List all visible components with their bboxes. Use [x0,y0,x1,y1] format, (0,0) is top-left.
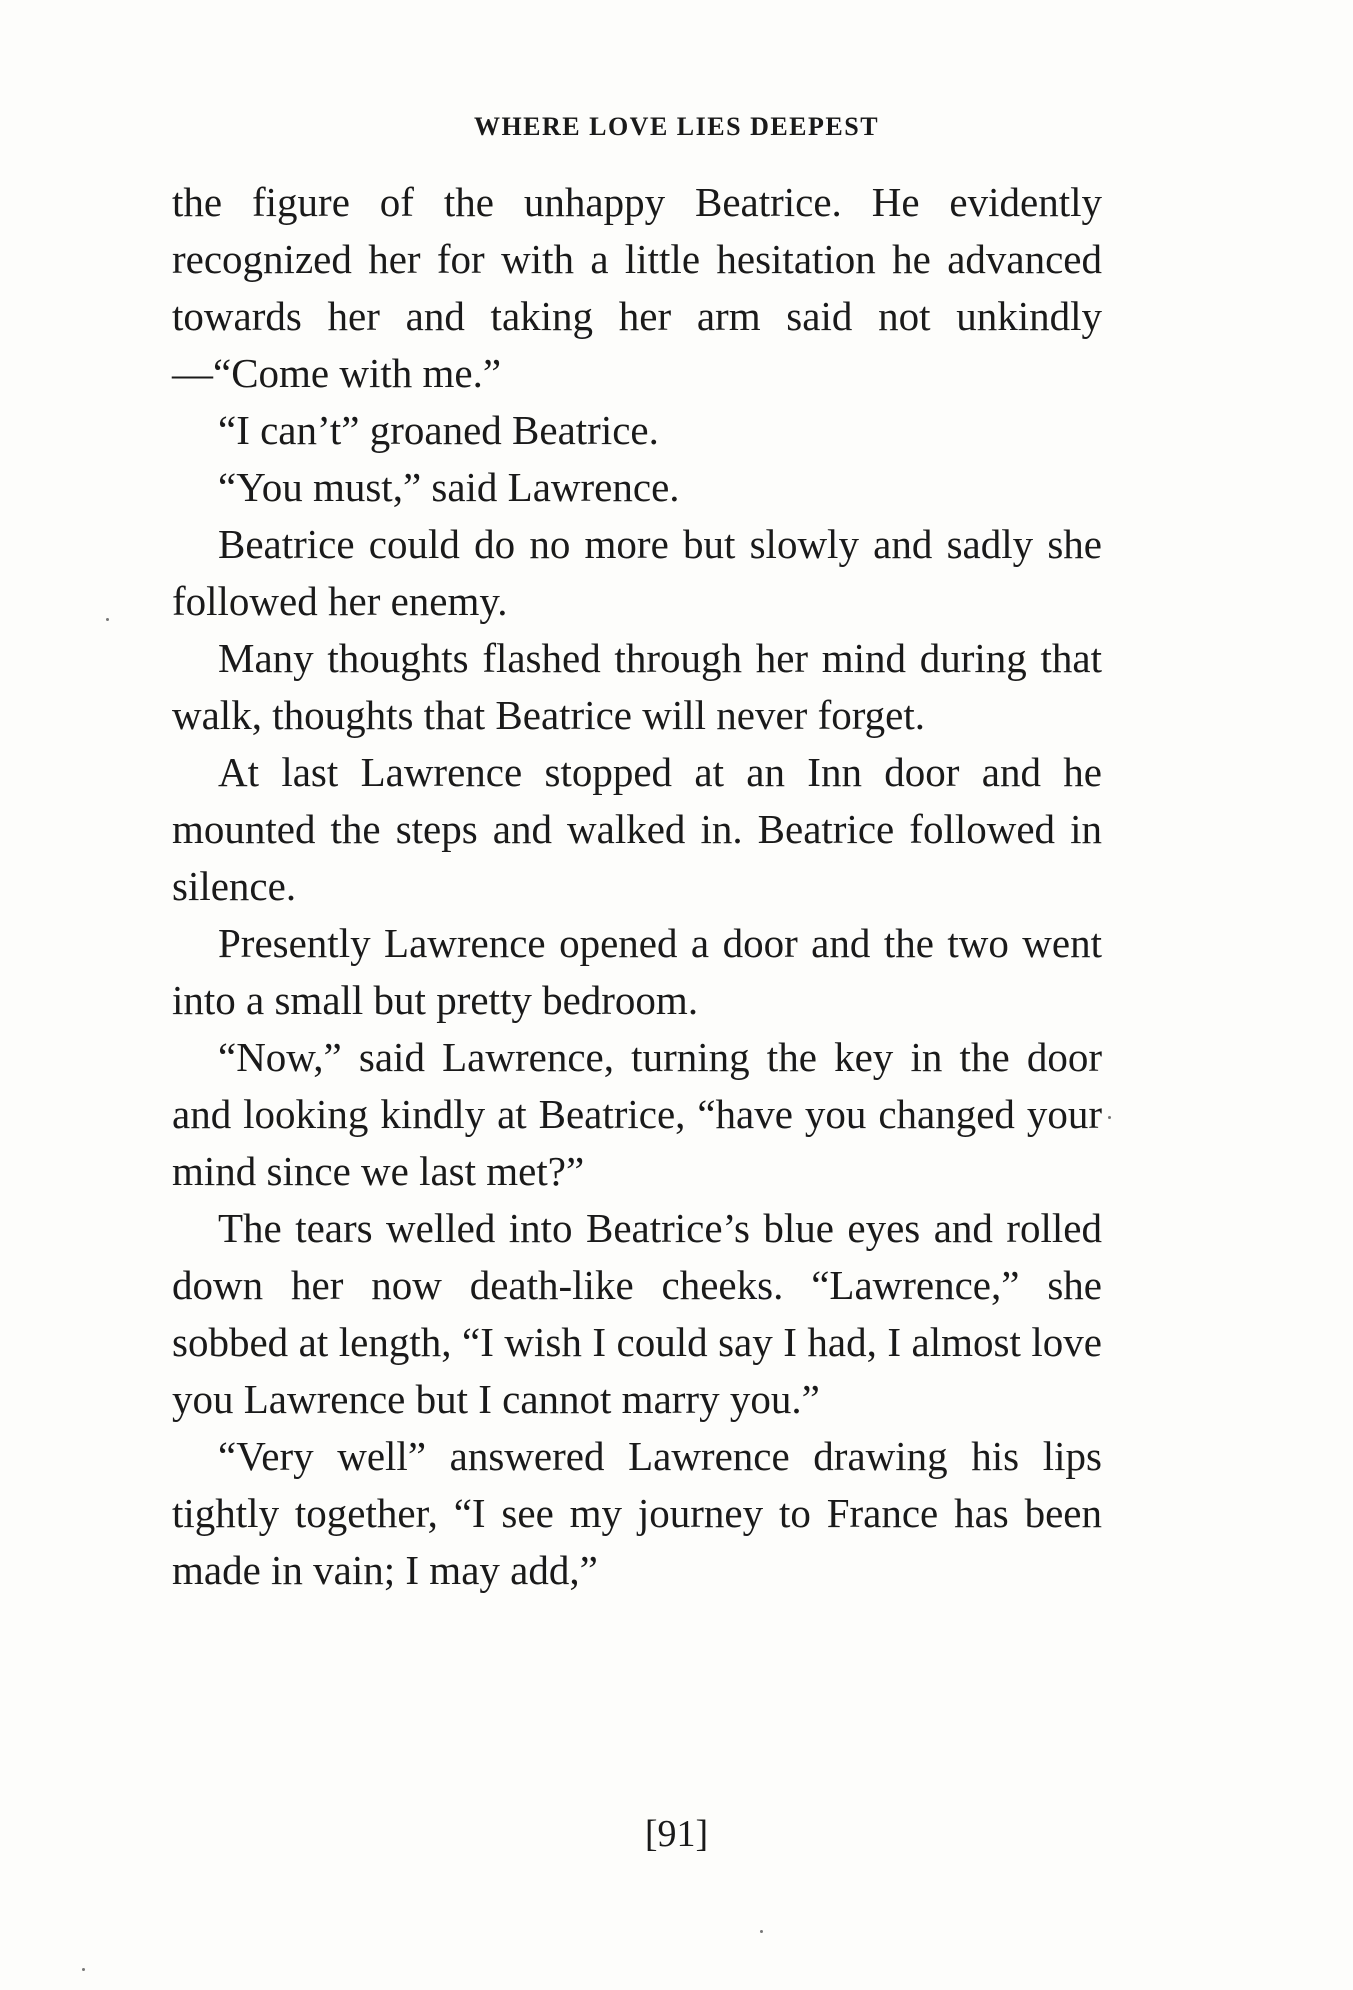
page-body [172,174,1102,1599]
paragraph: At last Lawrence stopped at an Inn door and he mounted the steps and walked in. Beatrice followed in silence. [172,749,1102,909]
paragraph: Presently Lawrence opened a door and the two went into a small but pretty bedroom. [172,920,1102,1023]
paragraph: “Very well” answered Lawrence drawing his lips tightly together, “I see my journey to France has been made in vain; I may add,” [172,1433,1102,1593]
paper-speck [106,618,109,621]
running-head: WHERE LOVE LIES DEEPEST [473,112,880,141]
paper-speck [82,1968,85,1971]
paper-speck [1108,1116,1111,1119]
paragraph: Beatrice could do no more but slowly and sadly she followed her enemy. [172,521,1102,624]
paragraph: “Now,” said Lawrence, turning the key in the door and looking kindly at Beatrice, “have you changed your mind since we last met?” [172,1034,1102,1194]
paragraph: “You must,” said Lawrence. [218,464,680,510]
paragraph: the figure of the unhappy Beatrice. He evidently recognized her for with a little hesitation he advanced towards her and taking her arm said not unkindly—“Come with me.” [172,179,1102,396]
paragraph: Many thoughts flashed through her mind during that walk, thoughts that Beatrice will never forget. [172,635,1102,738]
paragraph: “I can’t” groaned Beatrice. [218,407,659,453]
page-number: [91] [644,1813,709,1855]
paper-speck [760,1930,763,1933]
paragraph: The tears welled into Beatrice’s blue eyes and rolled down her now death-like cheeks. “Lawrence,” she sobbed at length, “I wish I could say I had, I almost love you Lawrence but I cannot marry you.” [172,1205,1102,1422]
